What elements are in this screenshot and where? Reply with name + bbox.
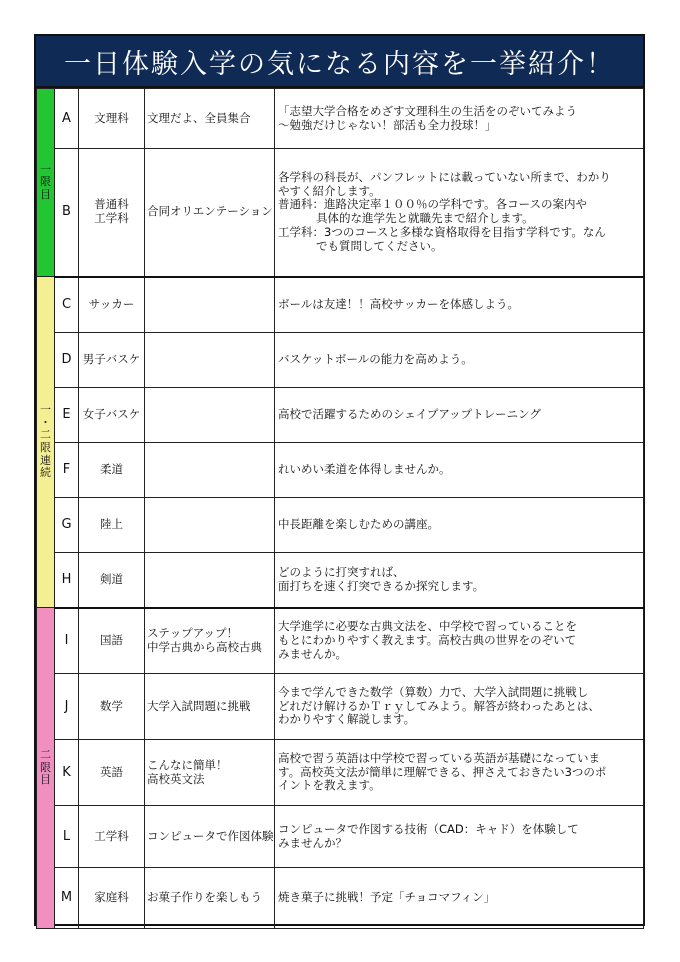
period-cell (37, 608, 55, 929)
row-letter: L (55, 806, 79, 868)
subject-cell (79, 806, 145, 868)
course-cell (145, 553, 275, 608)
period-char: 限 (40, 441, 51, 454)
description-line: 中長距離を楽しむための講座。 (278, 517, 439, 532)
description-cell (275, 89, 644, 149)
period-cell (37, 89, 55, 277)
subject-cell (79, 89, 145, 149)
course-line: 大学入試問題に挑戦 (147, 698, 251, 713)
course-line: ステップアップ！ (147, 625, 238, 640)
subject-line: 国語 (100, 632, 123, 647)
period-char: 目 (40, 773, 51, 787)
subject-cell (79, 740, 145, 806)
description-cell (275, 553, 644, 608)
row-letter: K (55, 740, 79, 806)
period-char: 一 (40, 403, 51, 417)
description-line: す。高校英文法が簡単に理解できる、押さえておきたい3つのポ (278, 764, 607, 779)
subject-line: 男子バスケ (82, 352, 141, 367)
description-line: どのように打突すれば、 (278, 564, 405, 579)
period-char: 限 (40, 175, 51, 189)
table-row (37, 868, 644, 929)
description-cell (275, 608, 644, 674)
table-row (37, 674, 644, 740)
description-line: 面打ちを速く打突できるか探究します。 (278, 578, 485, 593)
description-line: どれだけ解けるかＴｒｙしてみよう。解答が終わったあとは、 (278, 698, 600, 713)
period-char: 二 (40, 748, 51, 762)
description-cell (275, 149, 644, 277)
course-cell (145, 674, 275, 740)
course-cell (145, 740, 275, 806)
subject-cell (79, 388, 145, 443)
subject-cell (79, 277, 145, 333)
course-line: 合同オリエンテーション (147, 204, 273, 219)
course-cell (145, 277, 275, 333)
table-row (37, 806, 644, 868)
subject-cell (79, 553, 145, 608)
row-letter: G (55, 498, 79, 553)
page-title: 一日体験入学の気になる内容を一挙紹介！ (36, 36, 643, 88)
course-cell (145, 443, 275, 498)
period-char: 目 (40, 187, 51, 201)
description-line: みませんか？ (278, 835, 347, 850)
table-row (37, 333, 644, 388)
subject-line: 工学科 (94, 828, 129, 843)
period-char: ・ (40, 415, 51, 429)
description-cell (275, 674, 644, 740)
description-line: みませんか。 (278, 646, 347, 661)
description-line: でも質問してください。 (316, 238, 443, 253)
course-cell (145, 89, 275, 149)
table-row (37, 388, 644, 443)
course-cell (145, 608, 275, 674)
description-line: 今まで学んできた数学（算数）力で、大学入試問題に挑戦し (278, 684, 589, 699)
period-cell (37, 277, 55, 608)
subject-cell (79, 333, 145, 388)
description-line: コンピュータで作図する技術（CAD：キャド）を体験して (278, 821, 579, 836)
description-line: ボールは友達！！高校サッカーを体感しよう。 (278, 296, 520, 311)
table-row (37, 498, 644, 553)
row-letter: F (55, 443, 79, 498)
description-line: 「志望大学合格をめざす文理科生の生活をのぞいてみよう (278, 103, 577, 118)
period-char: 限 (40, 760, 51, 774)
schedule-table (36, 88, 644, 929)
description-line: 具体的な進学先と就職先まで紹介します。 (316, 211, 534, 226)
description-cell (275, 498, 644, 553)
description-cell (275, 806, 644, 868)
description-line: 高校で活躍するためのシェイプアップトレーニング (278, 407, 541, 422)
row-letter: M (55, 868, 79, 929)
description-line: ～勉強だけじゃない！部活も全力投球！」 (278, 117, 497, 132)
row-letter: H (55, 553, 79, 608)
subject-line: 家庭科 (94, 890, 129, 905)
description-cell (275, 868, 644, 929)
subject-cell (79, 608, 145, 674)
description-cell (275, 388, 644, 443)
table-row (37, 277, 644, 333)
subject-line: 工学科 (94, 211, 129, 226)
course-cell (145, 333, 275, 388)
description-line: れいめい柔道を体得しませんか。 (278, 462, 451, 477)
subject-line: 英語 (100, 764, 123, 779)
row-letter: A (55, 89, 79, 149)
description-cell (275, 443, 644, 498)
subject-cell (79, 868, 145, 929)
subject-line: 剣道 (100, 571, 123, 586)
description-line: イントを教えます。 (278, 778, 381, 793)
course-line: お菓子作りを楽しもう (147, 890, 262, 905)
row-letter: I (55, 608, 79, 674)
subject-line: 普通科 (94, 197, 129, 212)
period-char: 連 (40, 453, 51, 467)
description-line: もとにわかりやすく教えます。高校古典の世界をのぞいて (278, 632, 577, 647)
subject-line: 女子バスケ (82, 407, 141, 422)
description-line: やすく紹介します。 (278, 183, 381, 198)
table-row (37, 149, 644, 277)
course-cell (145, 388, 275, 443)
period-char: 二 (40, 428, 51, 442)
subject-line: サッカー (88, 296, 135, 311)
description-line: バスケットボールの能力を高めよう。 (278, 352, 473, 367)
description-cell (275, 740, 644, 806)
description-cell (275, 277, 644, 333)
course-line: 高校英文法 (147, 771, 205, 786)
description-cell (275, 333, 644, 388)
course-cell (145, 149, 275, 277)
course-line: 中学古典から高校古典 (147, 639, 262, 654)
table-row (37, 89, 644, 149)
description-line: わかりやすく解説します。 (278, 712, 416, 727)
row-letter: D (55, 333, 79, 388)
course-cell (145, 868, 275, 929)
subject-line: 数学 (100, 698, 123, 713)
period-char: 一 (40, 162, 51, 176)
row-letter: J (55, 674, 79, 740)
subject-cell (79, 498, 145, 553)
course-line: コンピュータで作図体験 (147, 828, 274, 843)
table-row (37, 608, 644, 674)
table-row (37, 553, 644, 608)
subject-cell (79, 443, 145, 498)
subject-line: 陸上 (100, 517, 123, 532)
course-line: 文理だよ、全員集合 (147, 110, 251, 125)
description-line: 各学科の科長が、パンフレットには載っていない所まで、わかり (278, 169, 611, 184)
description-line: 工学科：3つのコースと多様な資格取得を目指す学科です。なん (278, 225, 606, 240)
description-line: 高校で習う英語は中学校で習っている英語が基礎になっていま (278, 750, 600, 765)
description-line: 大学進学に必要な古典文法を、中学校で習っていることを (278, 619, 577, 634)
row-letter: B (55, 149, 79, 277)
row-letter: E (55, 388, 79, 443)
table-row (37, 443, 644, 498)
row-letter: C (55, 277, 79, 333)
table-row (37, 740, 644, 806)
schedule-frame (34, 34, 645, 926)
description-line: 焼き菓子に挑戦！予定「チョコマフィン」 (278, 890, 496, 905)
subject-line: 柔道 (100, 462, 123, 477)
subject-line: 文理科 (94, 110, 129, 125)
description-line: 普通科：進路決定率１００％の学科です。各コースの案内や (278, 197, 588, 212)
subject-cell (79, 149, 145, 277)
period-char: 続 (40, 466, 51, 480)
course-cell (145, 498, 275, 553)
course-line: こんなに簡単！ (147, 757, 228, 772)
course-cell (145, 806, 275, 868)
subject-cell (79, 674, 145, 740)
